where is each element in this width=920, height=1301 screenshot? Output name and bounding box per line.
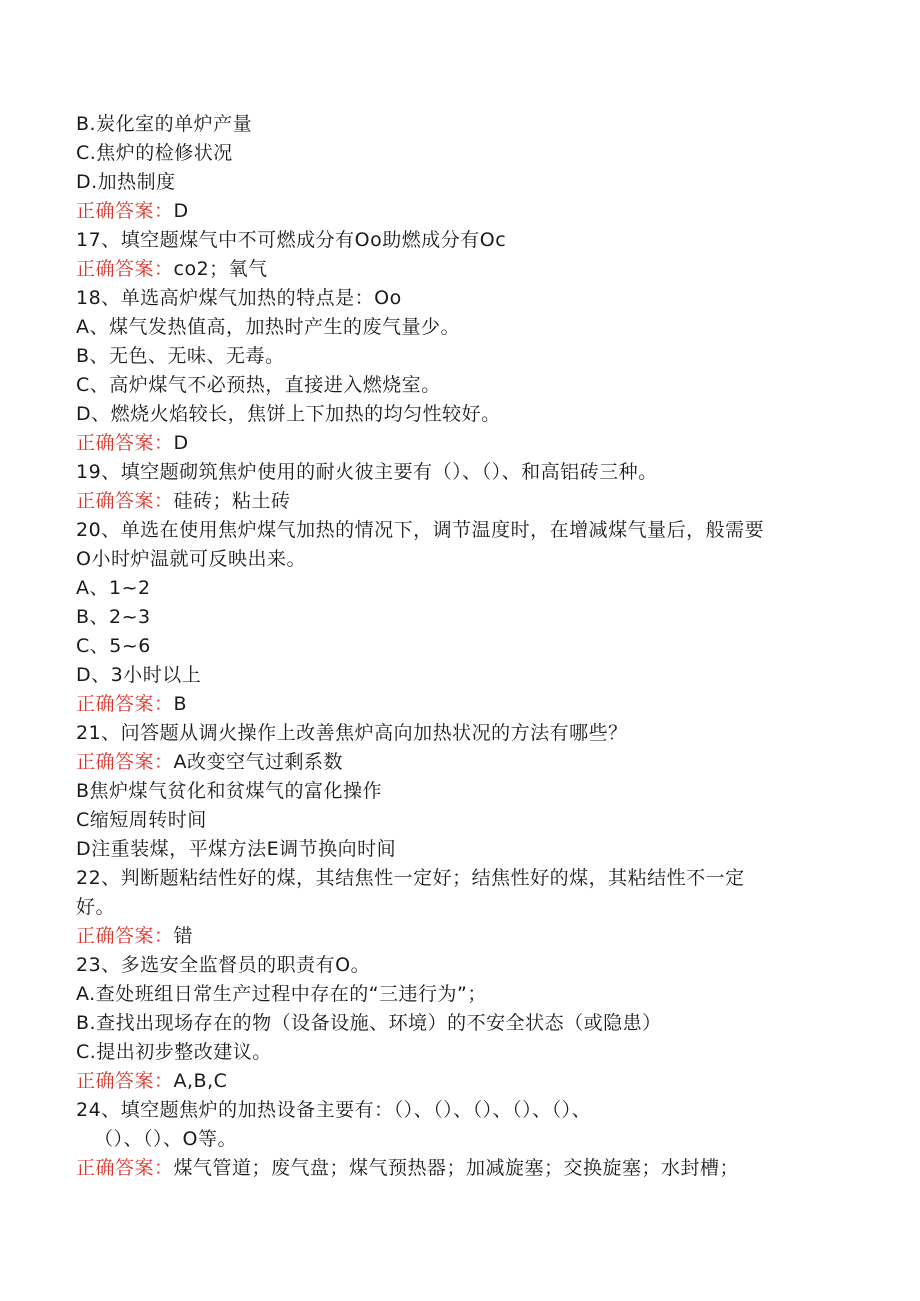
answer-value: D xyxy=(173,432,189,454)
answer-line xyxy=(76,487,856,516)
answer-value: D xyxy=(173,200,189,222)
text-line: B、无色、无味、无毒。 xyxy=(76,345,285,367)
answer-label: 正确答案： xyxy=(76,1157,174,1179)
text-line: B焦炉煤气贫化和贫煤气的富化操作 xyxy=(76,780,383,802)
answer-line xyxy=(76,690,856,719)
answer-value: 煤气管道；废气盘；煤气预热器；加减旋塞；交换旋塞；水封槽； xyxy=(173,1157,740,1179)
text-line: 好。 xyxy=(76,896,116,918)
text-line: D注重装煤，平煤方法E调节换向时间 xyxy=(76,838,397,860)
text-line: B、2~3 xyxy=(76,606,151,628)
answer-label: 正确答案： xyxy=(76,751,174,773)
answer-value: 硅砖；粘土砖 xyxy=(173,490,291,512)
text-line: 22、判断题粘结性好的煤，其结焦性一定好；结焦性好的煤，其粘结性不一定 xyxy=(76,867,745,889)
text-line: D、燃烧火焰较长，焦饼上下加热的均匀性较好。 xyxy=(76,403,501,425)
text-line: O小时炉温就可反映出来。 xyxy=(76,548,306,570)
answer-label: 正确答案： xyxy=(76,200,174,222)
answer-label: 正确答案： xyxy=(76,432,174,454)
text-line: A、煤气发热值高，加热时产生的废气量少。 xyxy=(76,316,460,338)
text-line: D、3小时以上 xyxy=(76,664,202,686)
answer-line xyxy=(76,1154,856,1183)
answer-value: A,B,C xyxy=(173,1070,228,1092)
text-line: 21、问答题从调火操作上改善焦炉高向加热状况的方法有哪些？ xyxy=(76,722,628,744)
answer-label: 正确答案： xyxy=(76,258,174,280)
text-line: 24、填空题焦炉的加热设备主要有：（）、（）、（）、（）、（）、 xyxy=(76,1099,592,1121)
text-line: 19、填空题砌筑焦炉使用的耐火彼主要有（）、（）、和高铝砖三种。 xyxy=(76,461,658,483)
answer-line xyxy=(76,748,856,777)
text-line: 17、填空题煤气中不可燃成分有Oo助燃成分有Oc xyxy=(76,229,507,251)
document-body xyxy=(76,110,856,1183)
text-line: A、1~2 xyxy=(76,577,151,599)
answer-label: 正确答案： xyxy=(76,693,174,715)
answer-label: 正确答案： xyxy=(76,925,174,947)
answer-label: 正确答案： xyxy=(76,490,174,512)
text-line: C缩短周转时间 xyxy=(76,809,207,831)
answer-line xyxy=(76,197,856,226)
answer-value: B xyxy=(173,693,188,715)
text-line: 18、单选高炉煤气加热的特点是：Oo xyxy=(76,287,402,309)
answer-line xyxy=(76,255,856,284)
answer-label: 正确答案： xyxy=(76,1070,174,1092)
answer-value: A改变空气过剩系数 xyxy=(173,751,344,773)
text-line: （）、（）、O等。 xyxy=(94,1128,237,1150)
text-line: B.查找出现场存在的物（设备设施、环境）的不安全状态（或隐患） xyxy=(76,1012,662,1034)
text-line: C、5~6 xyxy=(76,635,151,657)
text-line: C.焦炉的检修状况 xyxy=(76,142,233,164)
answer-value: 错 xyxy=(173,925,194,947)
answer-value: co2；氧气 xyxy=(173,258,268,280)
text-line: 20、单选在使用焦炉煤气加热的情况下，调节温度时，在增减煤气量后，般需要 xyxy=(76,519,765,541)
text-line: A.查处班组日常生产过程中存在的“三违行为”； xyxy=(76,983,487,1005)
text-line: D.加热制度 xyxy=(76,171,176,193)
answer-line xyxy=(76,429,856,458)
answer-line xyxy=(76,1067,856,1096)
text-line: C、高炉煤气不必预热，直接进入燃烧室。 xyxy=(76,374,441,396)
text-line: 23、多选安全监督员的职责有O。 xyxy=(76,954,371,976)
text-line: B.炭化室的单炉产量 xyxy=(76,113,253,135)
answer-line xyxy=(76,922,856,951)
text-line: C.提出初步整改建议。 xyxy=(76,1041,272,1063)
